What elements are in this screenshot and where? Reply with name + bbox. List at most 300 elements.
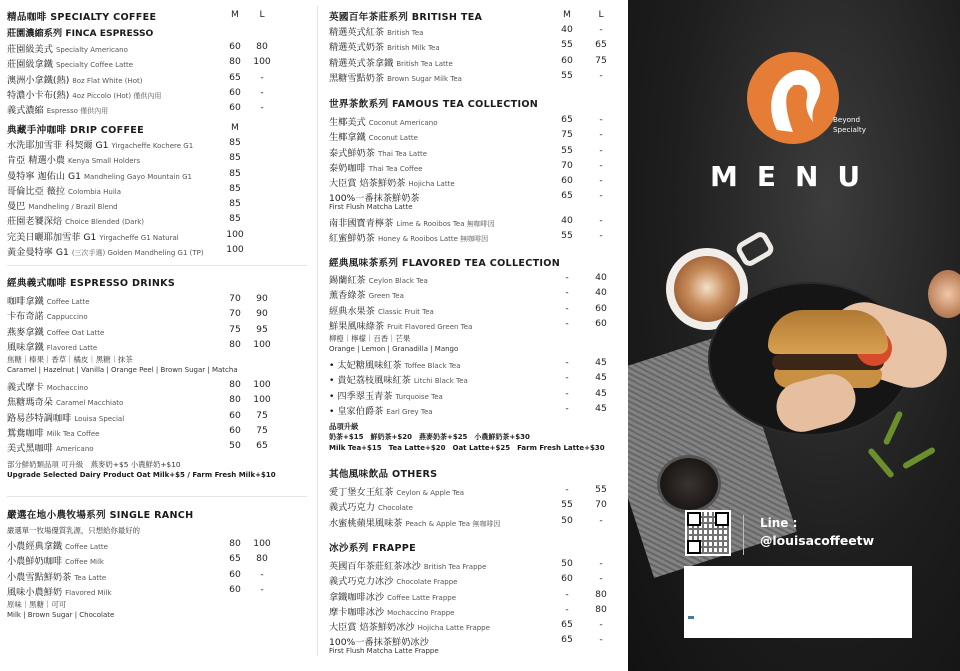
menu-item [329, 558, 625, 573]
price-l: 100 [253, 394, 271, 406]
menu-item [7, 379, 312, 394]
price-m: 80 [229, 538, 241, 549]
item-name-zh: 鴛鴦咖啡 [7, 428, 44, 440]
item-name-zh: 小農雪點鮮奶茶 [7, 571, 72, 583]
price-m: 60 [561, 573, 573, 585]
price-l: 40 [595, 287, 607, 299]
item-name-zh: 焦糖瑪奇朵 [7, 397, 53, 409]
price-m: 60 [229, 568, 241, 580]
logo-text [833, 115, 866, 135]
flavored-upgrade-title: 品項升級 [329, 422, 359, 432]
item-name-zh: 黃金曼特寧 G1 [7, 247, 69, 259]
item-name-en: Thai Tea Latte [377, 149, 428, 158]
price-l: 65 [256, 440, 268, 452]
item-name-en: Milk Tea Coffee [46, 430, 100, 439]
item-name-en: Coffee Oat Latte [46, 328, 105, 337]
price-l: - [599, 69, 603, 81]
ranch-flavors-zh: 原味｜黑糖｜可可 [7, 600, 67, 610]
price-m: 85 [229, 182, 241, 194]
item-name-zh: 小農鮮奶咖啡 [7, 556, 63, 568]
price-m: 55 [561, 230, 573, 242]
logo-line-1: Beyond [833, 115, 861, 124]
item-name-en: Mochaccino Frappe [387, 608, 455, 617]
menu-item [7, 87, 312, 102]
menu-item [329, 372, 625, 387]
menu-item [7, 152, 312, 167]
item-name-zh: 水蜜桃蘋果風味茶 [329, 517, 403, 529]
flavored-fruits-zh: 柳橙｜檸檬｜百香｜芒果 [329, 334, 411, 344]
price-l: 95 [256, 323, 268, 335]
item-name-zh: 義式巧克力冰沙 [329, 576, 394, 588]
item-name-zh: 澳洲小拿鐵(熱) [7, 74, 70, 86]
price-l: 70 [595, 499, 607, 511]
item-name-zh: 義式摩卡 [7, 382, 44, 394]
menu-item [7, 308, 312, 323]
menu-item [7, 339, 312, 354]
item-name-zh: 大臣賞 焙茶鮮奶冰沙 [329, 622, 415, 634]
menu-item [329, 160, 625, 175]
price-l: 90 [256, 293, 268, 304]
price-m: 85 [229, 213, 241, 225]
price-l: 45 [595, 357, 607, 369]
price-m: 65 [561, 114, 573, 125]
item-name-zh: 完美日曬耶加雪菲 G1 [7, 231, 97, 243]
item-name-zh: 義式濃縮 [7, 105, 44, 117]
chili-image-3 [867, 447, 895, 478]
flavored-upgrade-zh: 奶茶+$15 鮮奶茶+$20 燕麥奶茶+$25 小農鮮奶茶+$30 [329, 433, 530, 442]
menu-item [7, 229, 312, 244]
specialty-section [7, 9, 312, 117]
line-account[interactable]: @louisacoffeetw [760, 533, 875, 548]
price-l: - [599, 214, 603, 226]
item-name-en: Mandheling / Brazil Blend [28, 203, 118, 212]
item-name-en: Americano [55, 445, 94, 454]
item-name-en: Colombia Huila [68, 187, 122, 196]
price-m: - [565, 403, 569, 415]
price-m: - [565, 372, 569, 384]
frappe-section [329, 540, 625, 657]
pepper-bowl-image [660, 458, 718, 510]
price-l: - [599, 558, 603, 569]
price-l: - [599, 24, 603, 35]
item-name-zh: 水洗耶加雪菲 科契爾 G1 [7, 140, 109, 151]
item-name-en: Coconut Latte [368, 134, 418, 143]
menu-item [329, 287, 625, 302]
menu-item [7, 102, 312, 117]
item-name-zh: 愛丁堡女王紅茶 [329, 487, 394, 498]
price-m: 85 [229, 137, 241, 148]
menu-item [7, 324, 312, 339]
price-m: - [565, 588, 569, 600]
item-name-en: Ceylon Black Tea [368, 277, 428, 285]
price-l: - [599, 144, 603, 156]
menu-title: MENU [710, 160, 880, 193]
price-l: 60 [595, 302, 607, 314]
item-name-en: Green Tea [368, 292, 404, 301]
menu-item [7, 168, 312, 183]
price-m: 100 [226, 244, 244, 256]
price-m: 65 [561, 190, 573, 202]
price-l: 75 [595, 54, 607, 66]
menu-item [7, 410, 312, 425]
price-l: - [260, 86, 264, 98]
price-m: 85 [229, 152, 241, 164]
price-m: 65 [561, 634, 573, 646]
price-m: 55 [561, 499, 573, 511]
price-m: 80 [229, 394, 241, 406]
price-m: 60 [229, 583, 241, 595]
menu-item [329, 55, 625, 70]
item-name-en: Specialty Americano [55, 46, 128, 54]
menu-item [7, 213, 312, 228]
price-l: 80 [595, 588, 607, 600]
price-m: - [565, 302, 569, 314]
price-l: - [599, 114, 603, 125]
item-name-zh: • 太妃糖風味紅茶 [329, 360, 402, 372]
frappe-title: 冰沙系列 FRAPPE [329, 543, 416, 554]
price-m: - [565, 387, 569, 399]
menu-item [7, 137, 312, 152]
menu-item [329, 129, 625, 144]
price-l: - [599, 159, 603, 171]
price-l: 40 [595, 272, 607, 283]
price-l: 65 [595, 39, 607, 51]
logo-line-2: Specialty [833, 125, 866, 134]
british-col-m: M [563, 9, 571, 20]
item-name-en: Caramel Macchiato [55, 399, 124, 408]
col-m-header: M [231, 9, 239, 20]
item-name-zh: 生椰美式 [329, 117, 366, 128]
menu-item [7, 425, 312, 440]
item-name-zh: 精選英式紅茶 [329, 27, 385, 38]
price-m: 70 [229, 308, 241, 320]
price-l: 100 [253, 379, 271, 391]
price-m: 75 [229, 323, 241, 335]
item-name-en: Espresso 僅供內用 [46, 107, 109, 116]
price-m: 60 [561, 175, 573, 187]
menu-item [7, 198, 312, 213]
price-m: 80 [229, 56, 241, 68]
item-name-en: Kenya Small Holders [68, 157, 141, 166]
item-name-en: Hojicha Latte [408, 180, 455, 189]
item-name-en: Louisa Special [74, 414, 125, 423]
item-name-en: Classic Fruit Tea [377, 307, 434, 316]
item-name-zh: 紅蜜鮮奶茶 [329, 233, 375, 245]
price-m: 40 [561, 214, 573, 226]
menu-item [329, 634, 625, 649]
menu-item [7, 553, 312, 568]
price-m: 60 [229, 102, 241, 114]
price-m: - [565, 287, 569, 299]
famous-title: 世界茶飲系列 FAMOUS TEA COLLECTION [329, 99, 539, 110]
espresso-flavors-en: Caramel | Hazelnut | Vanilla | Orange Peel | Brown Sugar | Matcha [7, 366, 238, 375]
menu-item [329, 230, 625, 245]
menu-item [329, 175, 625, 190]
flavored-fruits-en: Orange | Lemon | Granadilla | Mango [329, 345, 459, 354]
ranch-title: 嚴選在地小農牧場系列 SINGLE RANCH [7, 510, 194, 521]
item-name-zh: 風味拿鐵 [7, 341, 44, 353]
item-name-zh: 英國百年茶莊紅茶冰沙 [329, 561, 421, 572]
price-l: 100 [253, 538, 271, 549]
price-l: - [599, 634, 603, 646]
item-name-zh: 曼特寧 迦佑山 G1 [7, 170, 81, 182]
price-m: 65 [229, 71, 241, 83]
item-name-en: Yirgacheffe Kochere G1 [111, 142, 194, 150]
item-name-zh: 南非國寶青檸茶 [329, 217, 394, 229]
item-name-zh: 莊園級拿鐵 [7, 59, 53, 71]
item-name-en: Flavored Milk [65, 588, 112, 597]
menu-item [7, 244, 312, 259]
specialty-title: 精品咖啡 SPECIALTY COFFEE [7, 12, 157, 23]
item-name-zh: 風味小農鮮奶 [7, 586, 63, 598]
item-name-zh: 摩卡咖啡冰沙 [329, 606, 385, 618]
item-name-zh: 大臣賞 焙茶鮮奶茶 [329, 178, 406, 190]
item-name-en: Brown Sugar Milk Tea [387, 74, 462, 83]
menu-item [329, 24, 625, 39]
item-name-en: Coffee Milk [65, 558, 104, 567]
item-name-zh: 精選英式奶茶 [329, 42, 385, 54]
item-name-en: Peach & Apple Tea 無咖啡因 [405, 519, 501, 528]
famous-matcha-en: First Flush Matcha Latte [329, 202, 413, 211]
famous-section [329, 96, 625, 245]
price-m: 60 [229, 41, 241, 52]
price-l: 100 [253, 56, 271, 68]
louisa-logo [747, 52, 839, 144]
menu-item [329, 499, 625, 514]
line-qr-code[interactable] [685, 510, 731, 556]
cup-handle [734, 229, 776, 269]
chili-image [883, 410, 904, 445]
item-name-zh: 曼巴 [7, 201, 26, 213]
price-m: 65 [561, 619, 573, 631]
column-divider [317, 6, 318, 656]
item-name-zh: 咖啡拿鐵 [7, 296, 44, 307]
price-m: 80 [229, 379, 241, 391]
chili-image-2 [902, 446, 936, 469]
finca-subtitle: 莊園濃縮系列 FINCA ESPRESSO [7, 28, 154, 39]
menu-item [329, 114, 625, 129]
drip-title: 典藏手沖咖啡 DRIP COFFEE [7, 125, 145, 136]
item-name-en: (三次手選) Golden Mandheling G1 (TP) [71, 249, 204, 258]
item-name-en: Choice Blended (Dark) [65, 218, 145, 227]
menu-item [329, 388, 625, 403]
menu-item [329, 403, 625, 418]
cover-panel [628, 0, 960, 671]
item-name-en: 8oz Flat White (Hot) [72, 76, 143, 85]
price-m: 55 [561, 69, 573, 81]
menu-item [329, 515, 625, 530]
price-m: 85 [229, 167, 241, 179]
price-m: 70 [561, 159, 573, 171]
price-m: 65 [229, 553, 241, 565]
item-name-zh: 黑糖雪點奶茶 [329, 72, 385, 84]
menu-item [329, 619, 625, 634]
espresso-flavors-zh: 焦糖｜榛果｜香草｜橘皮｜黑糖｜抹茶 [7, 355, 133, 365]
col-l-header: L [259, 9, 265, 20]
item-name-zh: • 皇家伯爵茶 [329, 406, 384, 418]
item-name-zh: • 貴妃荔枝風味紅茶 [329, 375, 411, 387]
price-l: - [599, 129, 603, 141]
item-name-en: Coffee Latte [46, 298, 90, 306]
price-l: 45 [595, 372, 607, 384]
item-name-en: Coffee Latte Frappe [387, 593, 457, 602]
item-name-en: Chocolate Frappe [396, 578, 458, 587]
price-l: 55 [595, 484, 607, 495]
flavored-upgrade-en: Milk Tea+$15 Tea Latte+$20 Oat Latte+$25 Farm Fresh Latte+$30 [329, 444, 605, 453]
espresso-upgrade-en: Upgrade Selected Dairy Product Oat Milk+$5 / Farm Fresh Milk+$10 [7, 470, 276, 479]
item-name-en: Turquoise Tea [395, 392, 443, 401]
price-m: 60 [229, 425, 241, 437]
ranch-flavors-en: Milk | Brown Sugar | Chocolate [7, 611, 115, 620]
price-l: 80 [595, 603, 607, 615]
flavored-section [329, 255, 625, 454]
item-name-zh: 肯亞 精選小農 [7, 155, 66, 167]
item-name-en: British Tea Latte [396, 59, 453, 68]
item-name-zh: 卡布奇諾 [7, 311, 44, 323]
item-name-zh: 美式黑咖啡 [7, 443, 53, 455]
item-name-zh: 100%一番抹茶鮮奶茶 [329, 193, 420, 205]
price-l: - [599, 230, 603, 242]
frappe-matcha-en: First Flush Matcha Latte Frappe [329, 646, 439, 655]
price-l: 80 [256, 553, 268, 565]
price-l: - [260, 583, 264, 595]
menu-item [329, 589, 625, 604]
menu-item [329, 70, 625, 85]
menu-item [7, 538, 312, 553]
price-m: 50 [229, 440, 241, 452]
menu-item [329, 145, 625, 160]
item-name-en: Lime & Rooibos Tea 無咖啡因 [396, 219, 495, 228]
price-m: 55 [561, 39, 573, 51]
price-l: 45 [595, 387, 607, 399]
price-l: 75 [256, 425, 268, 437]
espresso-section [7, 275, 312, 481]
drip-section [7, 122, 312, 259]
item-name-en: Chocolate [377, 504, 413, 513]
price-m: 50 [561, 558, 573, 569]
price-m: 60 [229, 409, 241, 421]
line-label: Line : [760, 516, 798, 530]
price-m: 100 [226, 228, 244, 240]
menu-item [329, 484, 625, 499]
drip-col-m: M [231, 122, 239, 133]
item-name-en: Honey & Rooibos Latte 無咖啡因 [377, 235, 489, 244]
price-l: - [599, 573, 603, 585]
price-m: - [565, 357, 569, 369]
price-m: 40 [561, 24, 573, 35]
price-l: - [260, 71, 264, 83]
item-name-zh: 義式巧克力 [329, 502, 375, 514]
british-section [329, 9, 625, 85]
item-name-zh: 莊園級美式 [7, 44, 53, 55]
item-name-en: Ceylon & Apple Tea [396, 489, 465, 497]
price-l: - [599, 619, 603, 631]
item-name-zh: 小農經典拿鐵 [7, 541, 63, 552]
espresso-upgrade-zh: 部分鮮奶類品項 可升級 燕麥奶+$5 小農鮮奶+$10 [7, 459, 181, 469]
item-name-en: Hojicha Latte Frappe [417, 624, 490, 633]
item-name-en: Coffee Latte [65, 543, 108, 551]
price-m: 75 [561, 129, 573, 141]
price-l: - [599, 175, 603, 187]
item-name-en: Fruit Flavored Green Tea [387, 322, 473, 331]
item-name-en: British Tea [387, 29, 424, 37]
qr-separator [743, 515, 744, 555]
drink-glass-image [928, 270, 960, 318]
item-name-zh: 哥倫比亞 薇拉 [7, 185, 66, 197]
menu-item [329, 303, 625, 318]
item-name-zh: 錫蘭紅茶 [329, 275, 366, 286]
item-name-en: Coconut Americano [368, 119, 438, 127]
item-name-en: Flavored Latte [46, 343, 98, 352]
espresso-title: 經典義式咖啡 ESPRESSO DRINKS [7, 278, 176, 289]
menu-item [329, 573, 625, 588]
menu-item [7, 394, 312, 409]
others-section [329, 466, 625, 530]
price-l: - [599, 190, 603, 202]
store-info-box [684, 566, 912, 638]
price-m: - [565, 317, 569, 329]
item-name-en: British Milk Tea [387, 44, 440, 53]
ranch-desc: 嚴選單一牧場優質乳源，只想給你最好的 [7, 526, 141, 535]
menu-item [7, 72, 312, 87]
price-m: 55 [561, 144, 573, 156]
price-m: 60 [561, 54, 573, 66]
item-name-zh: 鮮果風味綠茶 [329, 320, 385, 332]
item-name-en: Earl Grey Tea [386, 408, 433, 417]
menu-item [7, 183, 312, 198]
price-l: 100 [253, 338, 271, 350]
menu-item [329, 604, 625, 619]
item-name-en: 4oz Piccolo (Hot) 僅供內用 [72, 91, 162, 100]
item-name-en: Yirgacheffe G1 Natural [99, 233, 179, 242]
menu-item [7, 56, 312, 71]
menu-item [7, 584, 312, 599]
item-name-en: Cappuccino [46, 313, 88, 322]
price-m: 60 [229, 86, 241, 98]
price-m: - [565, 272, 569, 283]
item-name-zh: 生椰拿鐵 [329, 132, 366, 144]
menu-item [329, 215, 625, 230]
item-name-zh: 拿鐵咖啡冰沙 [329, 591, 385, 603]
item-name-zh: 莊園老饕深焙 [7, 216, 63, 228]
item-name-zh: 泰式鮮奶茶 [329, 147, 375, 159]
item-name-en: Mochaccino [46, 384, 89, 393]
menu-item [329, 318, 625, 333]
menu-item [7, 569, 312, 584]
price-m: - [565, 484, 569, 495]
item-name-zh: 精選英式茶拿鐵 [329, 57, 394, 69]
item-name-en: Toffee Black Tea [404, 362, 461, 371]
menu-item [7, 440, 312, 455]
item-name-zh: 經典水果茶 [329, 305, 375, 317]
price-m: 85 [229, 198, 241, 210]
menu-item [7, 41, 312, 56]
price-l: 80 [256, 41, 268, 52]
item-name-zh: 路易莎特調咖啡 [7, 412, 72, 424]
item-name-zh: 薰香綠茶 [329, 290, 366, 302]
item-name-zh: 燕麥拿鐵 [7, 326, 44, 338]
item-name-zh: 100%一番抹茶鮮奶冰沙 [329, 637, 429, 649]
price-m: 70 [229, 293, 241, 304]
price-l: 75 [256, 409, 268, 421]
ranch-section [7, 507, 312, 621]
menu-item [329, 272, 625, 287]
price-l: - [260, 102, 264, 114]
menu-item [329, 357, 625, 372]
menu-item [329, 190, 625, 205]
price-l: - [260, 568, 264, 580]
item-name-en: Tea Latte [74, 573, 107, 582]
